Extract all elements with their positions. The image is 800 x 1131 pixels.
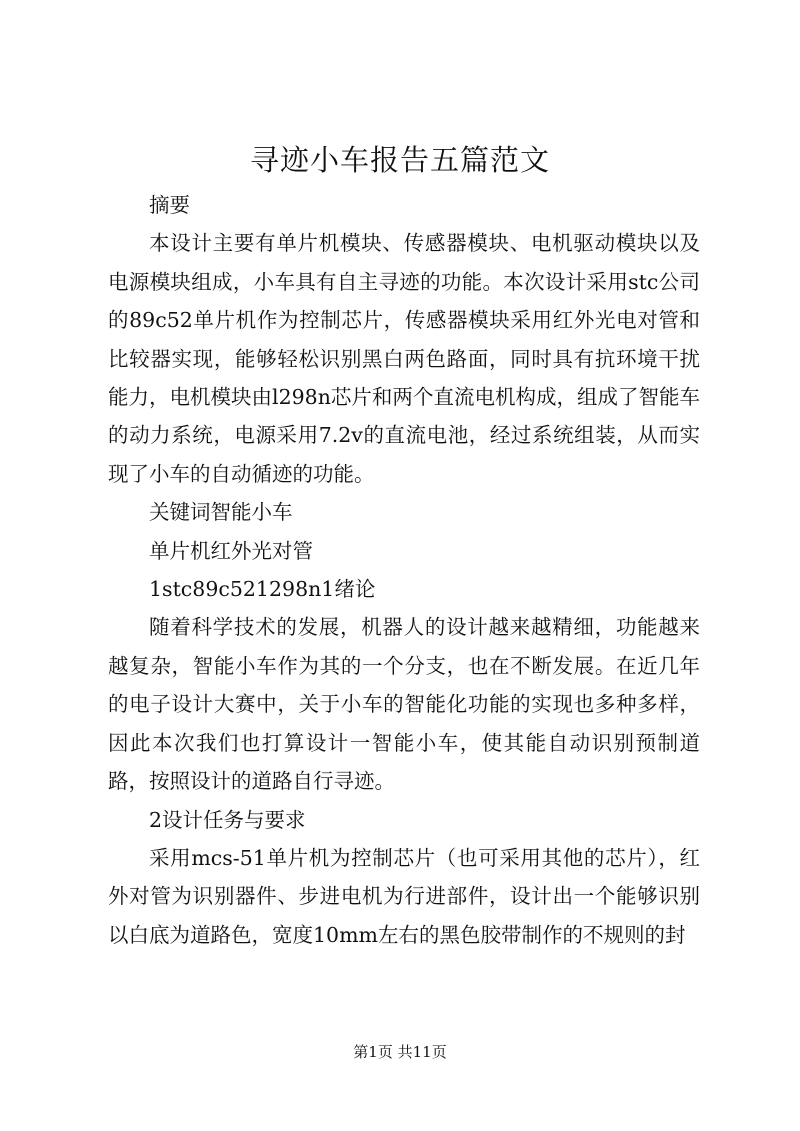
page-footer: 第1页 共11页 xyxy=(353,1043,447,1061)
keywords-line: 关键词智能小车 xyxy=(149,500,293,525)
requirements-paragraph: 采用mcs-51单片机为控制芯片（也可采用其他的芯片），红外对管为识别器件、步进电机为行进部件，设计出一个能够识别以白底为道路色，宽度10mm左右的黑色胶带制作的不规则的封 xyxy=(108,845,700,947)
section-heading-introduction: 1stc89c521298n1绪论 xyxy=(149,577,376,602)
document-body xyxy=(108,186,700,954)
page-title: 寻迹小车报告五篇范文 xyxy=(249,143,550,177)
abstract-heading: 摘要 xyxy=(149,193,190,217)
introduction-paragraph: 随着科学技术的发展，机器人的设计越来越精细，功能越来越复杂，智能小车作为其的一个分支，也在不断发展。在近几年的电子设计大赛中，关于小车的智能化功能的实现也多种多样，因此本次我们也打算设计一智能小车，使其能自动识别预制道路，按照设计的道路自行寻迹。 xyxy=(108,615,700,794)
section-heading-requirements: 2设计任务与要求 xyxy=(149,807,306,832)
keywords-line-2: 单片机红外光对管 xyxy=(149,538,313,563)
abstract-paragraph: 本设计主要有单片机模块、传感器模块、电机驱动模块以及电源模块组成，小车具有自主寻迹的功能。本次设计采用stc公司的89c52单片机作为控制芯片，传感器模块采用红外光电对管和比较器实现，能够轻松识别黑白两色路面，同时具有抗环境干扰能力，电机模块由l298n芯片和两个直流电机构成，组成了智能车的动力系统，电源采用7.2v的直流电池，经过系统组装，从而实现了小车的自动循迹的功能。 xyxy=(108,231,700,486)
